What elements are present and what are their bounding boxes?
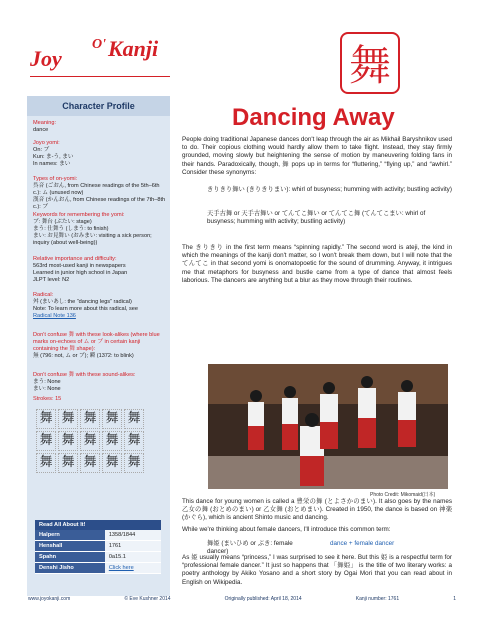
soundalike-2: まい: None [33, 386, 61, 392]
character-profile-sidebar [27, 96, 170, 596]
importance-3: JLPT level: N2 [33, 277, 70, 283]
radical-label: Radical: [33, 292, 54, 298]
term-maihime: 舞姫 (まいひめ or ぶき: female dancer) [207, 540, 293, 556]
stroke-cell: 舞 [102, 409, 122, 429]
readall-source: Denshi Jisho [35, 563, 105, 574]
read-all-about-it [35, 520, 161, 574]
types-1: 呉音 (ごおん, from Chinese readings of the 5th–6th c.): ム (unused now) [33, 183, 160, 196]
stroke-cell: 舞 [80, 431, 100, 451]
soundalike-section [33, 372, 167, 393]
dance-photo [208, 364, 448, 489]
stroke-cell: 舞 [80, 453, 100, 473]
readall-source: Henshall [35, 541, 105, 552]
radical-1: 舛 (まいあし: the “dancing legs” radical) [33, 299, 132, 305]
stroke-cell: 舞 [124, 453, 144, 473]
footer-copyright: © Eve Kushner 2014 [124, 596, 171, 602]
stroke-cell: 舞 [124, 431, 144, 451]
footer-site[interactable]: www.joyokanji.com [28, 596, 71, 602]
footer [28, 596, 456, 602]
soundalike-label: Don't confuse 舞 with these sound-alikes: [33, 372, 136, 378]
synonym-2: 天手古舞 or 天手古舞い or てんてこ舞い or てんてこ舞 (てんてこまい: whirl of busyness; humming with activity; bustling activity) [207, 210, 426, 226]
radical-2: Note: To learn more about this radical, see [33, 306, 138, 312]
stroke-cell: 舞 [80, 409, 100, 429]
table-row [35, 563, 161, 574]
stroke-cell: 舞 [102, 431, 122, 451]
strokes-label: Strokes: 15 [33, 396, 62, 402]
kanji-char: 舞 [348, 41, 391, 90]
readall-value: 1358/1844 [105, 530, 161, 541]
logo-kanji: Kanji [108, 36, 159, 61]
table-row [35, 552, 161, 563]
lookalike-section [33, 332, 167, 360]
joyo-kun: Kun: ま-う, まい [33, 154, 74, 160]
paragraph-ateji: The きりきり in the first term means “spinning rapidly.” The second word is ateji, the kind in which the meanings of the kanji don't matter, so I won't break them down, but I will note that the てんてこ in that second yomi is onomatopoetic for the sound of drumming. Anyway, it intrigues me that metaphors for busyness and bustle came from a type of dance that almost feels laborious. The dancers are anything but a blur as they move through their routines. [182, 244, 452, 284]
importance-section [33, 256, 167, 284]
meaning-label: Meaning: [33, 120, 57, 126]
stroke-order-grid [35, 408, 163, 474]
joyo-section [33, 140, 167, 168]
table-row [35, 530, 161, 541]
stroke-cell: 舞 [124, 409, 144, 429]
soundalike-1: まう: None [33, 379, 61, 385]
kanji-stamp [340, 32, 400, 94]
readall-source: Halpern [35, 530, 105, 541]
photo-credit: Photo Credit: Mikomaid(日本) [370, 492, 436, 498]
paragraph-intro: People doing traditional Japanese dances don't leap through the air as Mikhail Baryshnikov used to do. Their copious clothing would hardly allow them to take flight. Instead, they stay firmly grounded, moving slowly but heightening the sense of motion by maneuvering folding fans in their hands. Paradoxically, though, 舞 pops up in terms for “fluttering,” “flying up,” and “awhirl.” Consider these synonyms: [182, 136, 452, 176]
stroke-cell: 舞 [36, 409, 56, 429]
types-2: 漢音 (かんおん, from Chinese readings of the 7th–8th c.): ブ [33, 197, 166, 210]
keyword-3: まい: お見舞い (おみまい: visiting a sick person; inquiry (about well-being)) [33, 233, 152, 246]
lookalike-1: 無 (796: not, ム or ブ); 瞬 (1372: to blink) [33, 353, 134, 359]
readall-value: 1761 [105, 541, 161, 552]
stroke-cell: 舞 [102, 453, 122, 473]
denshi-jisho-link[interactable]: Click here [105, 563, 161, 574]
joyo-label: Joyo yomi: [33, 140, 60, 146]
stroke-cell: 舞 [36, 453, 56, 473]
footer-published: Originally published: April 18, 2014 [224, 596, 302, 602]
term-gloss: dance + female dancer [330, 540, 395, 547]
readall-source: Spahn [35, 552, 105, 563]
keywords-label: Keywords for remembering the yomi: [33, 212, 125, 218]
dancers-illustration [208, 364, 448, 489]
logo-joy: Joy [30, 46, 62, 71]
paragraph-female-dancers: While we're thinking about female dancers, I'll introduce this common term: [182, 526, 391, 533]
readall-value: 0a15.1 [105, 552, 161, 563]
importance-2: Learned in junior high school in Japan [33, 270, 128, 276]
meaning-section [33, 120, 167, 134]
keyword-2: まう: 仕舞う (しまう: to finish) [33, 226, 109, 232]
stroke-cell: 舞 [36, 431, 56, 451]
joyo-names: In names: まい [33, 161, 71, 167]
logo-underline [30, 76, 170, 77]
logo-o: O' [92, 37, 106, 52]
paragraph-princess: As 姫 usually means “princess,” I was surprised to see it here. But this 姫 is a respectful term for “professional female dancer.” It just so happens that 「舞姫」 is the title of two literary works: a poetry anthology by Akiko Yosano and a short story by Ogai Mori that you can read about in English on Wikipedia. [182, 554, 452, 586]
joyo-on: On: ブ [33, 147, 50, 153]
radical-section [33, 292, 167, 320]
keywords-section [33, 212, 167, 247]
keyword-1: ブ: 舞台 (ぶたい: stage) [33, 219, 92, 225]
synonym-1: きりきり舞い (きりきりまい): whirl of busyness; humming with activity; bustling activity) [207, 186, 452, 193]
footer-kanji-number: Kanji number: 1761 [355, 596, 400, 602]
logo [30, 28, 180, 86]
sidebar-heading: Character Profile [27, 96, 170, 116]
footer-page-number: 1 [453, 596, 456, 602]
types-label: Types of on-yomi: [33, 176, 78, 182]
types-section [33, 176, 167, 211]
importance-label: Relative importance and difficulty: [33, 256, 117, 262]
readall-heading: Read All About It! [35, 520, 161, 530]
importance-1: 563rd most-used kanji in newspapers [33, 263, 126, 269]
readall-table [35, 530, 161, 574]
table-row [35, 541, 161, 552]
article-title: Dancing Away [232, 104, 395, 131]
stroke-cell: 舞 [58, 409, 78, 429]
meaning-value: dance [33, 127, 49, 133]
stroke-cell: 舞 [58, 431, 78, 451]
radical-note-link[interactable]: Radical Note 136 [33, 313, 76, 319]
stroke-cell: 舞 [58, 453, 78, 473]
lookalike-label: Don't confuse 舞 with these look-alikes (where blue marks on-echoes of ム or ブ in certain kanji containing the 舞 shape): [33, 332, 160, 352]
paragraph-toyosaka: This dance for young women is called a 豊栄の舞 (とよさかのまい). It also goes by the names 乙女の舞 (おとめのまい) or 乙女舞 (おとめまい). Created in 1950, the dance is based on 神楽 (かぐら), which is ancient Shinto music and dancing. [182, 498, 452, 522]
